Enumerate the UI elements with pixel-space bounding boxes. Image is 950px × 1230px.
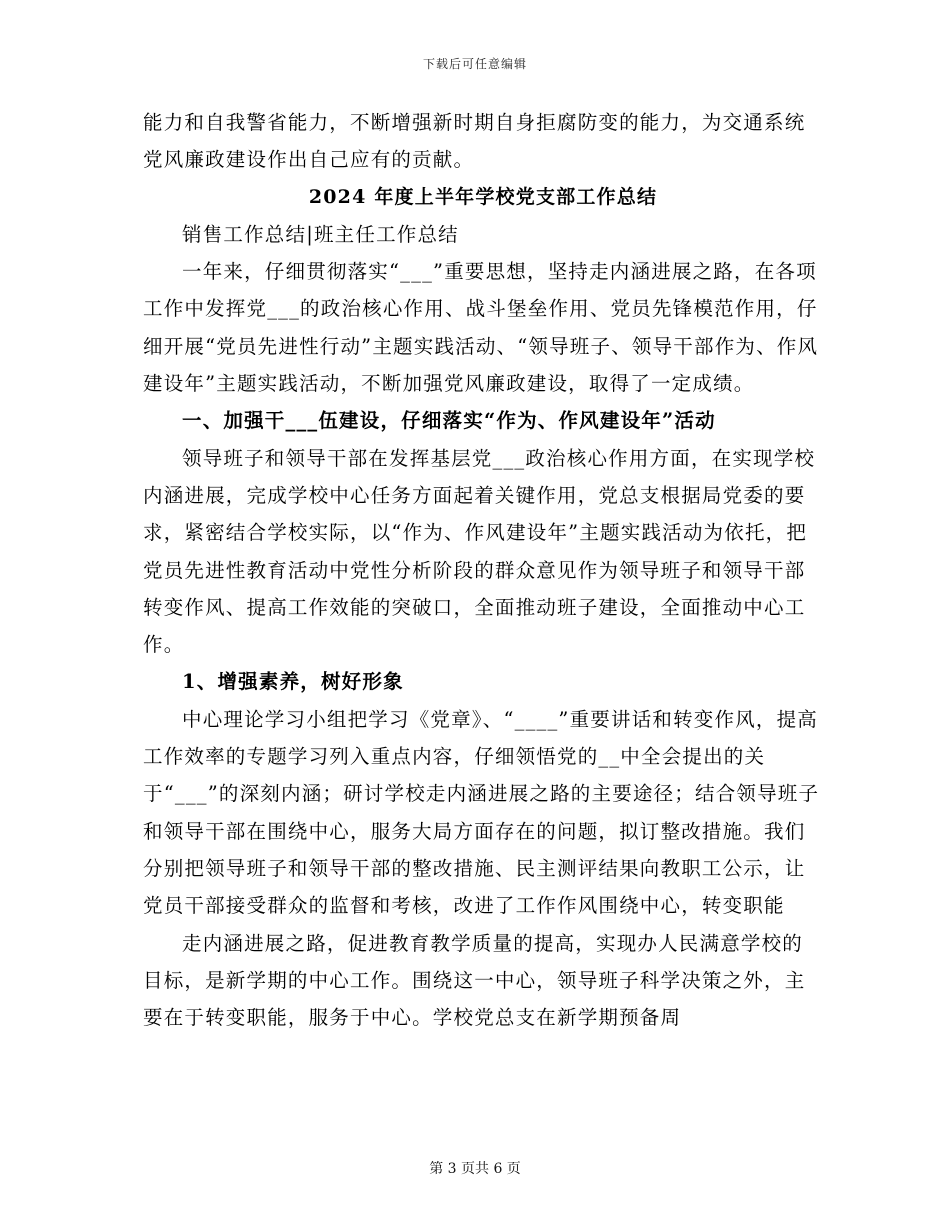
page-footer: 第 3 页共 6 页 bbox=[429, 1161, 521, 1177]
paragraph-center-work: 走内涵进展之路，促进教育教学质量的提高，实现办人民满意学校的目标，是新学期的中心工作。围绕这一中心，领导班子科学决策之外，主要在于转变职能，服务于中心。学校党总支在新学期预备周 bbox=[143, 931, 806, 1030]
subsection-heading-1: 1、增强素养，树好形象 bbox=[182, 670, 404, 694]
section-heading-1: 一、加强干___伍建设，仔细落实“作为、作风建设年”活动 bbox=[182, 409, 716, 433]
subtitle-line: 销售工作总结|班主任工作总结 bbox=[182, 222, 459, 246]
paragraph-subsection-1: 中心理论学习小组把学习《党章》、“____”重要讲话和转变作风，提高工作效率的专题学习列入重点内容，仔细领悟党的__中全会提出的关于“___”的深刻内涵；研讨学校走内涵进展之路的主要途径；结合领导班子和领导干部在围绕中心，服务大局方面存在的问题，拟订整改措施。我们分别把领导班子和领导干部的整改措施、民主测评结果向教职工公示，让党员干部接受群众的监督和考核，改进了工作作风围绕中心，转变职能 bbox=[143, 707, 820, 918]
document-title: 2024 年度上半年学校党支部工作总结 bbox=[308, 185, 658, 208]
document-body bbox=[143, 104, 823, 1036]
paragraph-intro: 一年来，仔细贯彻落实“___”重要思想，坚持走内涵进展之路，在各项工作中发挥党___的政治核心作用、战斗堡垒作用、党员先锋模范作用，仔细开展“党员先进性行动”主题实践活动、“领导班子、领导干部作为、作风建设年”主题实践活动，不断加强党风廉政建设，取得了一定成绩。 bbox=[143, 260, 819, 396]
page-header: 下载后可任意编辑 bbox=[422, 57, 527, 71]
paragraph-continued: 能力和自我警省能力，不断增强新时期自身拒腐防变的能力，为交通系统党风廉政建设作出自己应有的贡献。 bbox=[143, 111, 806, 172]
paragraph-section-1: 领导班子和领导干部在发挥基层党___政治核心作用方面，在实现学校内涵进展，完成学校中心任务方面起着关键作用，党总支根据局党委的要求，紧密结合学校实际，以“作为、作风建设年”主题实践活动为依托，把党员先进性教育活动中党性分析阶段的群众意见作为领导班子和领导干部转变作风、提高工作效能的突破口，全面推动班子建设，全面推动中心工作。 bbox=[143, 446, 816, 657]
